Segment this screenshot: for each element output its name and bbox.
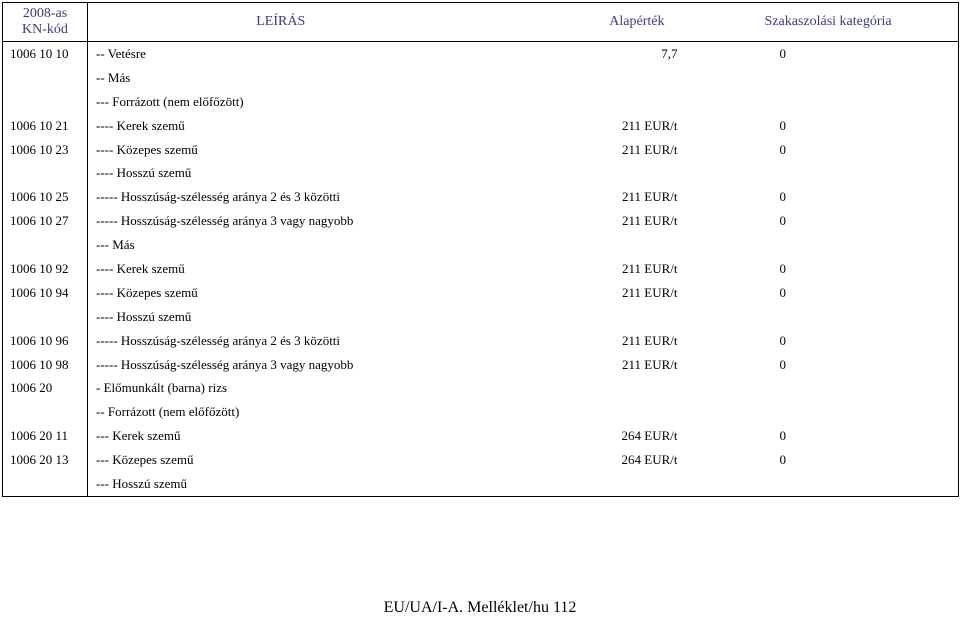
- header-code-line1: 2008-as: [22, 6, 68, 21]
- table-row: [3, 233, 959, 257]
- base-rate: 211 EUR/t: [622, 141, 678, 157]
- description: ----- Hosszúság-szélesség aránya 2 és 3 közötti: [88, 185, 554, 209]
- description: --- Más: [88, 233, 554, 257]
- cn-code: 1006 10 25: [10, 189, 69, 205]
- base-rate: 264 EUR/t: [621, 452, 678, 468]
- base-rate: 211 EUR/t: [622, 117, 678, 133]
- staging-category: [687, 233, 959, 257]
- table-row: [3, 257, 959, 281]
- table-row: [3, 329, 959, 353]
- table-row: [3, 400, 959, 424]
- table-row: [3, 66, 959, 90]
- base-rate: 211 EUR/t: [622, 213, 678, 229]
- base-rate: [554, 161, 687, 185]
- tariff-table: [2, 2, 959, 497]
- description: --- Közepes szemű: [88, 448, 554, 472]
- description: -- Forrázott (nem előfőzött): [88, 400, 554, 424]
- staging-category: [687, 66, 959, 90]
- base-rate: [554, 233, 687, 257]
- cn-code: 1006 10 21: [10, 117, 69, 133]
- description: --- Hosszú szemű: [88, 472, 554, 496]
- cn-code: 1006 10 10: [10, 45, 69, 61]
- staging-category: 0: [779, 117, 786, 133]
- description: ----- Hosszúság-szélesség aránya 3 vagy nagyobb: [88, 353, 554, 377]
- table-row: [3, 353, 959, 377]
- header-category: Szakaszolási kategória: [687, 3, 959, 42]
- cn-code: [3, 233, 88, 257]
- staging-category: 0: [779, 332, 786, 348]
- cn-code: 1006 10 27: [10, 213, 69, 229]
- cn-code: 1006 10 96: [10, 332, 69, 348]
- header-code-line2: KN-kód: [22, 22, 68, 37]
- staging-category: [687, 472, 959, 496]
- description: ---- Közepes szemű: [88, 281, 554, 305]
- staging-category: [687, 400, 959, 424]
- staging-category: 0: [779, 189, 786, 205]
- staging-category: 0: [779, 141, 786, 157]
- base-rate: [554, 472, 687, 496]
- staging-category: 0: [779, 284, 786, 300]
- staging-category: 0: [779, 45, 786, 61]
- cn-code: [3, 400, 88, 424]
- base-rate: 211 EUR/t: [622, 189, 678, 205]
- description: ---- Kerek szemű: [88, 114, 554, 138]
- cn-code: 1006 10 92: [10, 260, 69, 276]
- base-rate: 211 EUR/t: [622, 260, 678, 276]
- base-rate: [554, 66, 687, 90]
- table-row: [3, 90, 959, 114]
- header-description: LEÍRÁS: [88, 3, 554, 42]
- table-row: [3, 138, 959, 162]
- cn-code: [3, 472, 88, 496]
- base-rate: [554, 376, 687, 400]
- table-row: [3, 281, 959, 305]
- table-row: [3, 42, 959, 66]
- table-row: [3, 305, 959, 329]
- staging-category: 0: [779, 428, 786, 444]
- base-rate: [554, 305, 687, 329]
- staging-category: 0: [779, 260, 786, 276]
- description: ---- Kerek szemű: [88, 257, 554, 281]
- header-code: [3, 3, 88, 42]
- tariff-table-body: [3, 3, 959, 497]
- table-row: [3, 448, 959, 472]
- base-rate: 211 EUR/t: [622, 284, 678, 300]
- cn-code: 1006 10 98: [10, 356, 69, 372]
- table-row: [3, 424, 959, 448]
- table-row: [3, 209, 959, 233]
- cn-code: 1006 10 23: [10, 141, 69, 157]
- cn-code: [3, 161, 88, 185]
- description: -- Vetésre: [88, 42, 554, 66]
- table-row: [3, 185, 959, 209]
- table-header-row: [3, 3, 959, 42]
- base-rate: 7,7: [661, 45, 678, 61]
- description: ----- Hosszúság-szélesség aránya 3 vagy nagyobb: [88, 209, 554, 233]
- staging-category: 0: [779, 356, 786, 372]
- page-footer: EU/UA/I-A. Melléklet/hu 112: [383, 599, 577, 616]
- cn-code: [3, 66, 88, 90]
- description: ---- Hosszú szemű: [88, 305, 554, 329]
- table-row: [3, 114, 959, 138]
- staging-category: 0: [779, 452, 786, 468]
- staging-category: [687, 90, 959, 114]
- header-base-rate: Alapérték: [554, 3, 687, 42]
- cn-code: [3, 90, 88, 114]
- cn-code: 1006 20 13: [10, 452, 69, 468]
- staging-category: 0: [779, 213, 786, 229]
- table-row: [3, 472, 959, 496]
- staging-category: [687, 376, 959, 400]
- cn-code: 1006 20 11: [10, 428, 69, 444]
- cn-code: 1006 10 94: [10, 284, 69, 300]
- base-rate: [554, 90, 687, 114]
- base-rate: [554, 400, 687, 424]
- description: --- Kerek szemű: [88, 424, 554, 448]
- description: --- Forrázott (nem előfőzött): [88, 90, 554, 114]
- staging-category: [687, 305, 959, 329]
- base-rate: 211 EUR/t: [622, 332, 678, 348]
- base-rate: 264 EUR/t: [621, 428, 678, 444]
- staging-category: [687, 161, 959, 185]
- table-row: [3, 376, 959, 400]
- description: - Előmunkált (barna) rizs: [88, 376, 554, 400]
- description: -- Más: [88, 66, 554, 90]
- description: ---- Hosszú szemű: [88, 161, 554, 185]
- table-row: [3, 161, 959, 185]
- base-rate: 211 EUR/t: [622, 356, 678, 372]
- description: ----- Hosszúság-szélesség aránya 2 és 3 közötti: [88, 329, 554, 353]
- cn-code: [3, 305, 88, 329]
- description: ---- Közepes szemű: [88, 138, 554, 162]
- cn-code: 1006 20: [10, 380, 53, 396]
